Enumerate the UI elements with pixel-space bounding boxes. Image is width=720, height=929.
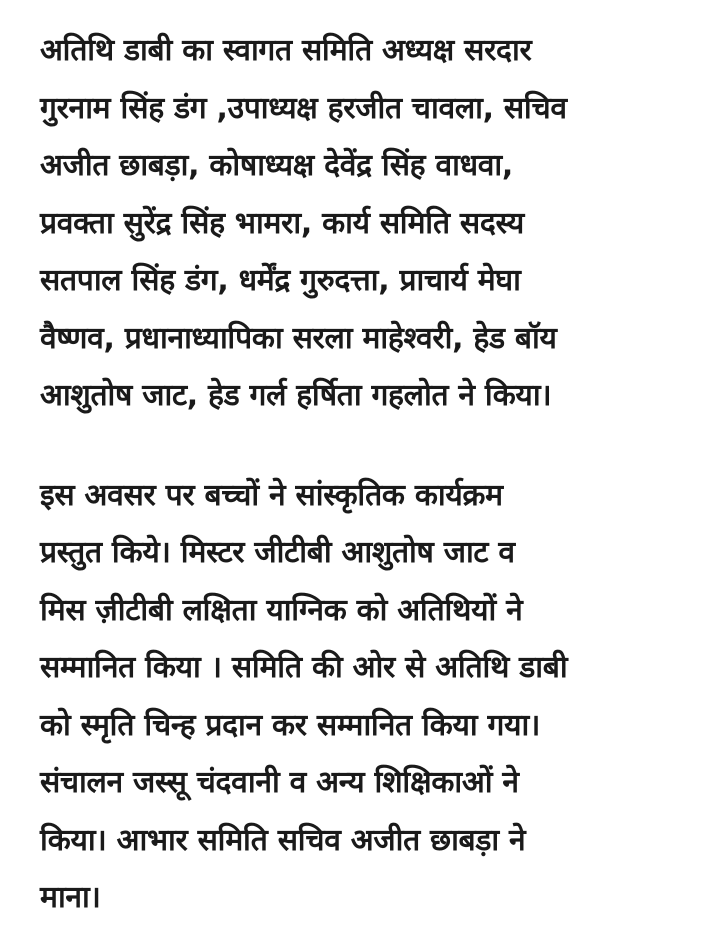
text-line: इस अवसर पर बच्चों ने सांस्कृतिक कार्यक्रम [40,477,503,513]
text-line: किया। आभार समिति सचिव अजीत छाबड़ा ने [40,822,526,858]
text-line: मिस ज़ीटीबी लक्षिता याग्निक को अतिथियों ने [40,592,523,628]
paragraph-program [40,467,690,927]
article-body [40,22,690,927]
text-line: सतपाल सिंह डंग, धर्मेंद्र गुरुदत्ता, प्राचार्य मेघा [40,263,521,298]
text-line: अजीत छाबड़ा, कोषाध्यक्ष देवेंद्र सिंह वाधवा, [40,148,513,183]
text-line: गुरनाम सिंह डंग ,उपाध्यक्ष हरजीत चावला, सचिव [40,90,567,126]
paragraph-welcome [40,22,690,425]
text-line: प्रस्तुत किये। मिस्टर जीटीबी आशुतोष जाट व [40,535,515,570]
text-line: आशुतोष जाट, हेड गर्ल हर्षिता गहलोत ने किया। [40,378,552,413]
text-line: अतिथि डाबी का स्वागत समिति अध्यक्ष सरदार [40,33,532,68]
text-line: माना। [40,880,101,915]
text-line: सम्मानित किया । समिति की ओर से अतिथि डाबी [40,650,568,685]
text-line: प्रवक्ता सुरेंद्र सिंह भामरा, कार्य समिति सदस्य [40,205,525,241]
text-line: वैष्णव, प्रधानाध्यापिका सरला माहेश्वरी, हेड बॉय [40,320,557,356]
text-line: संचालन जस्सू चंदवानी व अन्य शिक्षिकाओं ने [40,765,519,800]
text-line: को स्मृति चिन्ह प्रदान कर सम्मानित किया गया। [40,707,541,743]
